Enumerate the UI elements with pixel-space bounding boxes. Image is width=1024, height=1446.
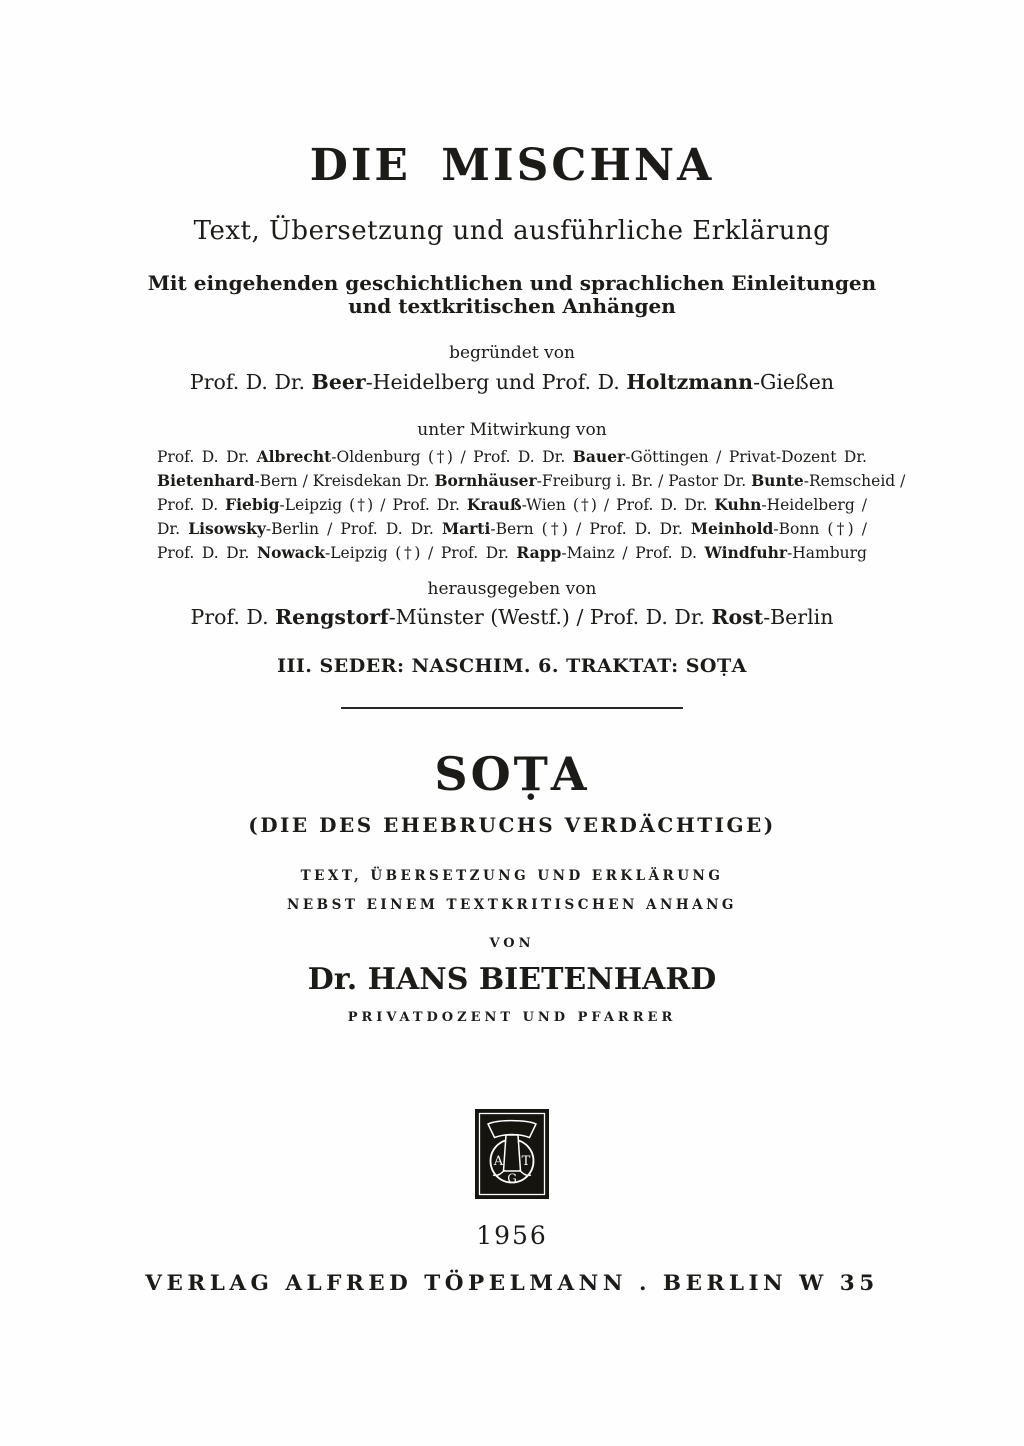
tractate-title: SOṬA [434, 746, 590, 801]
content-note-line-2: NEBST EINEM TEXTKRITISCHEN ANHANG [287, 896, 737, 913]
text-run: Prof. D. Dr. [157, 544, 257, 563]
text-run: Rost [711, 605, 764, 630]
text-run: -Berlin / Prof. D. Dr. [265, 520, 442, 539]
text-run: -Heidelberg / [761, 496, 867, 515]
founded-by-label: begründet von [449, 343, 575, 364]
text-run: Prof. D. Dr. [189, 370, 312, 394]
text-run: Prof. D. [190, 605, 276, 630]
contributors-line-5 [157, 541, 867, 565]
text-run: -Bern (†) / Prof. D. Dr. [490, 520, 691, 539]
author-name: Dr. HANS BIETENHARD [307, 961, 717, 997]
von-label: VON [489, 935, 535, 951]
text-run: Krauß [466, 495, 522, 515]
logo-letter-a: A [493, 1153, 504, 1169]
text-run: Dr. [157, 520, 189, 539]
author-title: PRIVATDOZENT UND PFARRER [347, 1009, 677, 1025]
text-run: -Heidelberg und Prof. D. [365, 370, 627, 394]
tractate-subtitle: (DIE DES EHEBRUCHS VERDÄCHTIGE) [248, 812, 776, 837]
text-run: Nowack [256, 543, 326, 563]
text-run: Marti [441, 519, 491, 539]
publisher-logo [0, 1109, 1024, 1199]
text-run: Albrecht [256, 447, 332, 467]
text-run: -Gießen [753, 370, 835, 394]
text-run: -Hamburg [787, 544, 867, 563]
text-run: -Leipzig (†) / Prof. Dr. [325, 544, 517, 563]
text-run: Windfuhr [704, 543, 788, 563]
text-run: -Mainz / Prof. D. [561, 544, 705, 563]
text-run: Bunte [751, 471, 804, 491]
publisher-imprint: VERLAG ALFRED TÖPELMANN . BERLIN W 35 [145, 1270, 879, 1296]
text-run: -Berlin [763, 605, 834, 630]
contributors-list [157, 445, 906, 565]
text-run: Prof. D. [157, 496, 226, 515]
contributors-line-4 [157, 517, 867, 541]
text-run: Fiebig [225, 495, 280, 515]
founders-line [0, 371, 1024, 395]
text-run: Bauer [572, 447, 626, 467]
contributors-line-2 [157, 469, 906, 493]
series-description [0, 272, 1024, 318]
series-title: DIE MISCHNA [309, 140, 715, 191]
text-run: -Freiburg i. Br. / Pastor Dr. [536, 472, 752, 491]
text-run: Bietenhard [157, 471, 255, 491]
publisher-mark-icon [475, 1109, 549, 1199]
contributors-line-1 [157, 445, 867, 469]
text-run: Rengstorf [275, 605, 389, 630]
publication-year: 1956 [476, 1220, 548, 1250]
contributors-line-3 [157, 493, 867, 517]
text-run: Kuhn [714, 495, 762, 515]
edited-by-label: herausgegeben von [427, 579, 597, 600]
text-run: Bornhäuser [434, 471, 537, 491]
series-description-line-2: und textkritischen Anhängen [348, 293, 676, 318]
text-run: -Bern / Kreisdekan Dr. [254, 472, 435, 491]
text-run: -Oldenburg (†) / Prof. D. Dr. [331, 448, 573, 467]
text-run: Rapp [516, 543, 562, 563]
text-run: -Göttingen / Privat-Dozent Dr. [625, 448, 867, 467]
text-run: Prof. D. Dr. [157, 448, 257, 467]
text-run: -Wien (†) / Prof. D. Dr. [521, 496, 715, 515]
text-run: Beer [311, 370, 366, 394]
logo-letter-g: G [507, 1171, 517, 1186]
seder-traktat-line: III. SEDER: NASCHIM. 6. TRAKTAT: SOṬA [277, 654, 747, 677]
text-run: -Münster (Westf.) / Prof. D. Dr. [388, 605, 712, 630]
text-run: Lisowsky [188, 519, 266, 539]
series-subtitle: Text, Übersetzung und ausführliche Erklärung [193, 216, 831, 247]
series-description-line-1: Mit eingehenden geschichtlichen und sprachlichen Einleitungen [147, 270, 877, 295]
content-note-line-1: TEXT, ÜBERSETZUNG UND ERKLÄRUNG [300, 867, 724, 884]
text-run: -Remscheid / [803, 472, 906, 491]
divider-rule [341, 707, 683, 709]
text-run: -Leipzig (†) / Prof. Dr. [279, 496, 467, 515]
collaborators-label: unter Mitwirkung von [417, 419, 607, 440]
logo-letter-t: T [521, 1153, 531, 1169]
text-run: Holtzmann [626, 370, 754, 394]
text-run: -Bonn (†) / [773, 520, 867, 539]
editors-line [0, 606, 1024, 630]
tau-cross-stem [504, 1135, 521, 1171]
text-run: Meinhold [690, 519, 774, 539]
